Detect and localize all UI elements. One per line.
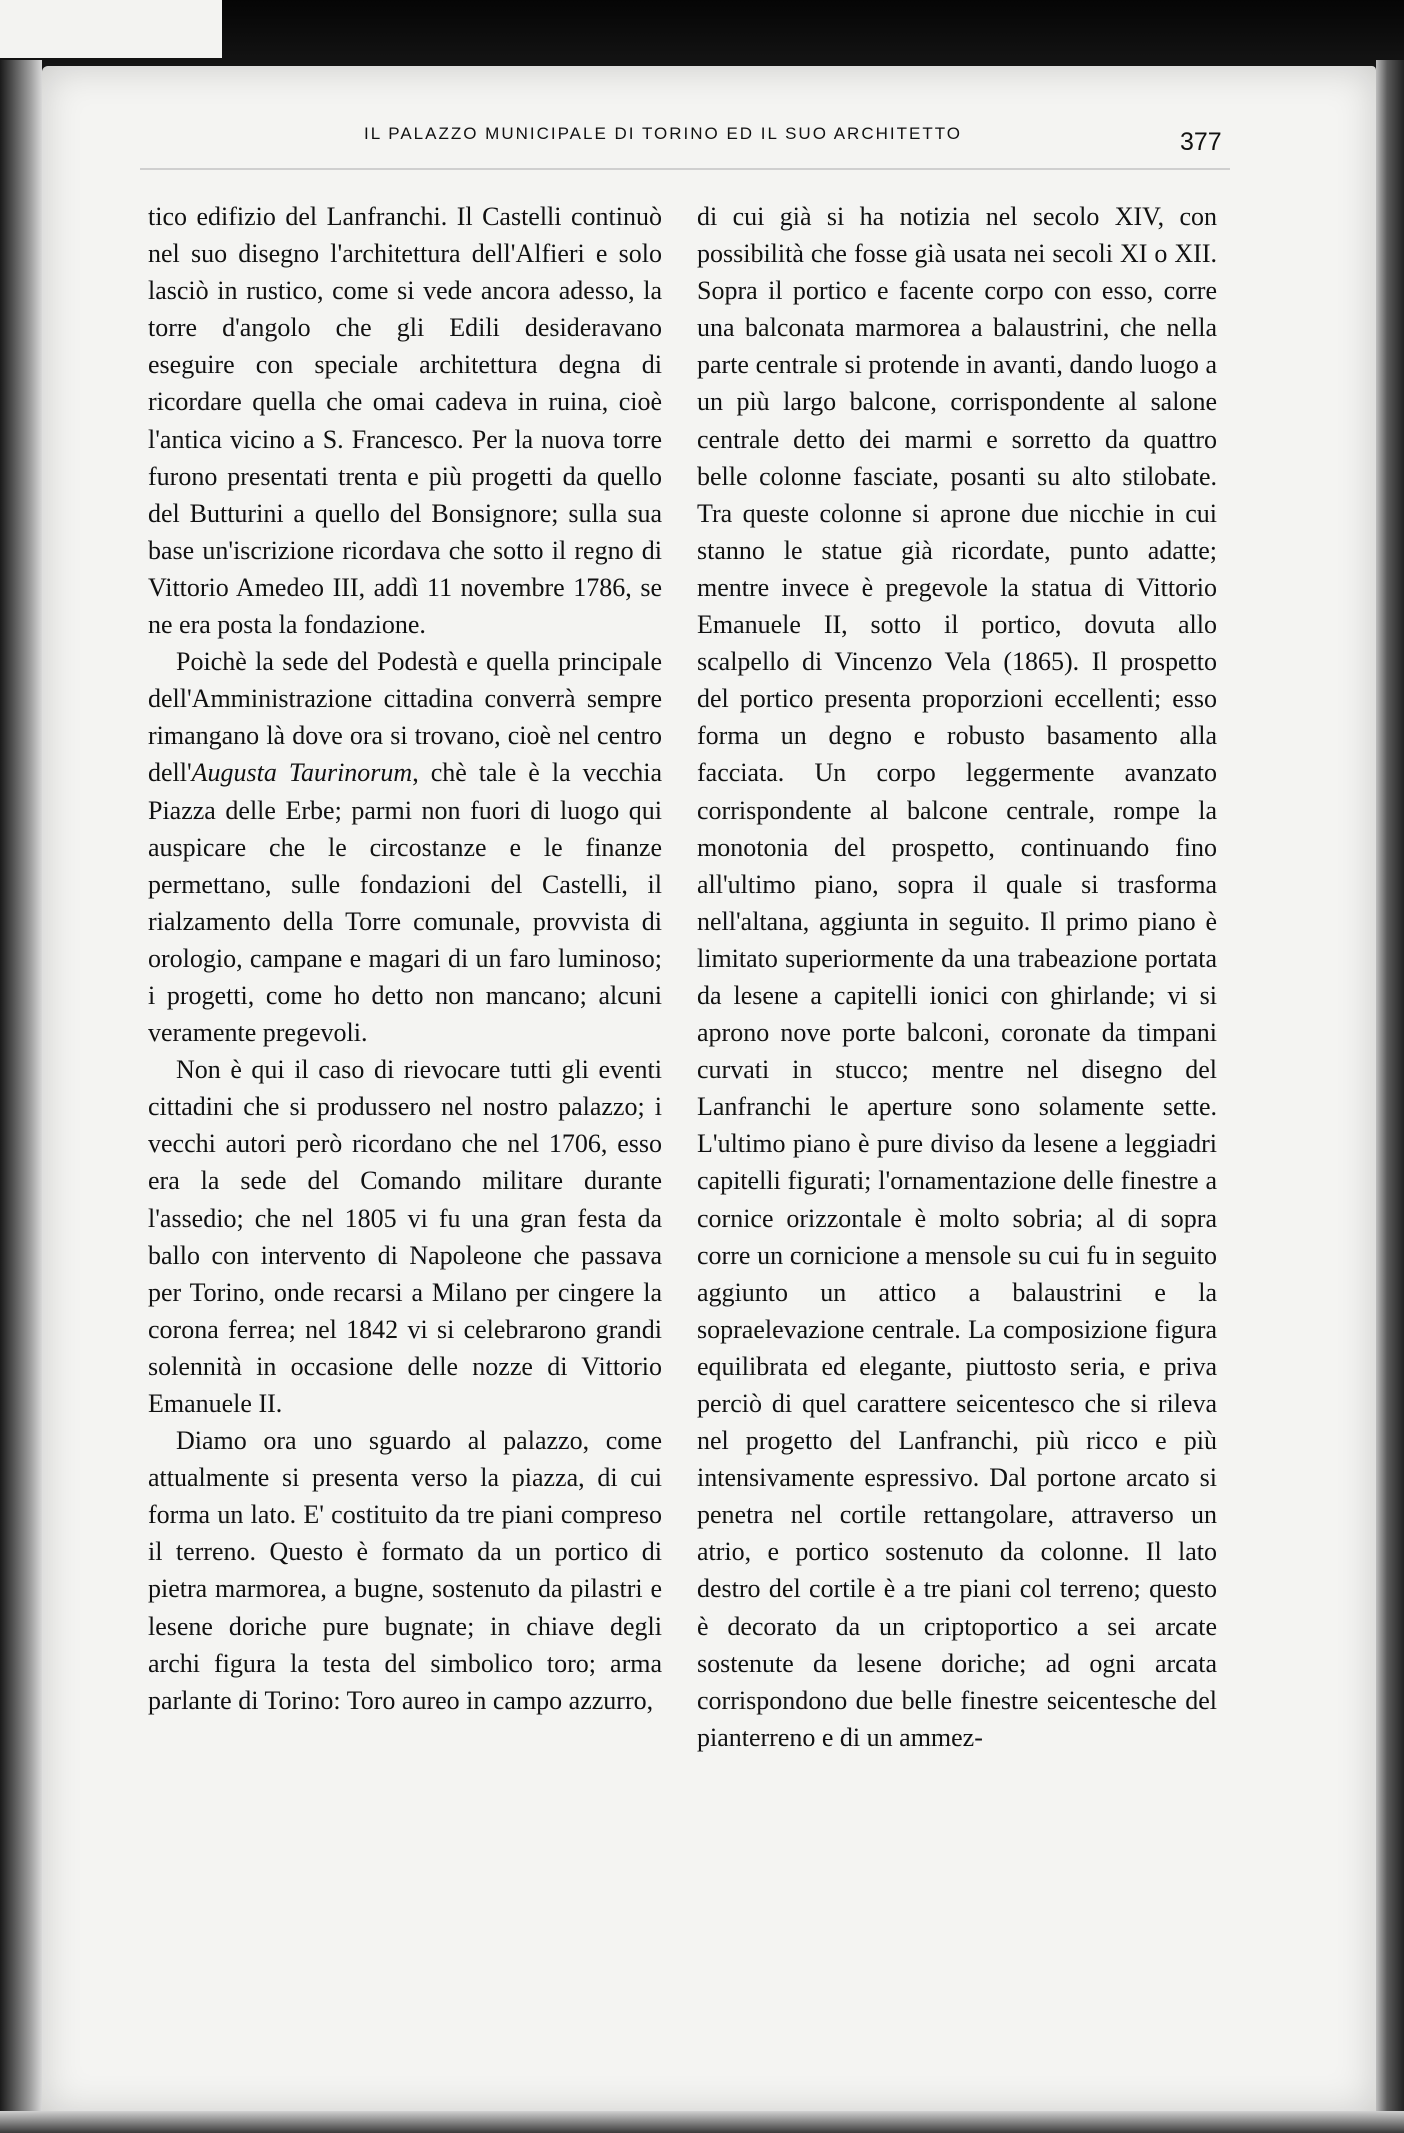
header-rule (140, 168, 1230, 170)
page-number: 377 (1180, 128, 1222, 156)
paragraph: di cui già si ha notizia nel secolo XIV, con possibilità che fosse già usata nei secoli XI o XII. Sopra il portico e facente corpo con esso, corre una balconata marmorea a balaustrini, che nella parte centrale si protende in avanti, dando luogo a un più largo balcone, corrispondente al salone centrale detto dei marmi e sorretto da quattro belle colonne fasciate, posanti su alto stilobate. Tra queste colonne si aprone due nicchie in cui stanno le statue già ricordate, punto adatte; mentre invece è pregevole la statua di Vittorio Emanuele II, sotto il portico, dovuta allo scalpello di Vincenzo Vela (1865). Il prospetto del portico presenta proporzioni eccellenti; esso forma un degno e robusto basamento alla facciata. Un corpo leggermente avanzato corrispondente al balcone centrale, rompe la monotonia del prospetto, continuando fino all'ultimo piano, sopra il quale si trasforma nell'altana, aggiunta in seguito. Il primo piano è limitato superiormente da una trabeazione portata da lesene a capitelli ionici con ghirlande; vi si aprono nove porte balconi, coronate da timpani curvati in stucco; mentre nel disegno del Lanfranchi le aperture sono solamente sette. L'ultimo piano è pure diviso da lesene a leggiadri capitelli figurati; l'ornamentazione delle finestre a cornice orizzontale è molto sobria; al di sopra corre un cornicione a mensole su cui fu in seguito aggiunto un attico a balaustrini e la sopraelevazione centrale. La composizione figura equilibrata ed elegante, piuttosto seria, e priva perciò di quel carattere seicentesco che si rileva nel progetto del Lanfranchi, più ricco e più intensivamente espressivo. Dal portone arcato si penetra nel cortile rettangolare, attraverso un atrio, e portico sostenuto da colonne. Il lato destro del cortile è a tre piani col terreno; questo è decorato da un criptoportico a sei arcate sostenute da lesene doriche; ad ogni arcata corrispondono due belle finestre seicentesche del pianterreno e di un ammez- (697, 202, 1217, 1752)
left-column (148, 198, 662, 1719)
paragraph-text: Poichè la sede del Podestà e quella principale dell'Amministrazione cittadina converrà sempre rimangano là dove ora si trovano, cioè nel centro dell' (148, 647, 662, 788)
paragraph-text: , chè tale è la vecchia Piazza delle Erbe; parmi non fuori di luogo qui auspicare che le circostanze e le finanze permettano, sulle fondazioni del Castelli, il rialzamento della Torre comunale, provvista di orologio, campane e magari di un faro luminoso; i progetti, come ho detto non mancano; alcuni veramente pregevoli. (148, 758, 662, 1048)
paragraph: tico edifizio del Lanfranchi. Il Castelli continuò nel suo disegno l'architettura dell'Alfieri e solo lasciò in rustico, come si vede ancora adesso, la torre d'angolo che gli Edili desideravano eseguire con speciale architettura degna di ricordare quella che omai cadeva in ruina, cioè l'antica vicino a S. Francesco. Per la nuova torre furono presentati trenta e più progetti da quello del Butturini a quello del Bonsignore; sulla sua base un'iscrizione ricordava che sotto il regno di Vittorio Amedeo III, addì 11 novembre 1786, se ne era posta la fondazione. (148, 202, 662, 640)
scan-border-bottom (0, 2111, 1404, 2133)
scan-paper-tab (0, 0, 222, 58)
running-title: IL PALAZZO MUNICIPALE DI TORINO ED IL SUO ARCHITETTO (363, 124, 963, 143)
right-column (697, 198, 1217, 1756)
paragraph: Non è qui il caso di rievocare tutti gli eventi cittadini che si produssero nel nostro palazzo; i vecchi autori però ricordano che nel 1706, esso era la sede del Comando militare durante l'assedio; che nel 1805 vi fu una gran festa da ballo con intervento di Napoleone che passava per Torino, onde recarsi a Milano per cingere la corona ferrea; nel 1842 vi si celebrarono grandi solennità in occasione delle nozze di Vittorio Emanuele II. (148, 1055, 662, 1418)
italic-latin-name: Augusta Taurinorum (191, 758, 413, 788)
scan-border-left (0, 60, 42, 2133)
scan-border-right (1376, 60, 1404, 2133)
paragraph (148, 643, 662, 1051)
paragraph: Diamo ora uno sguardo al palazzo, come attualmente si presenta verso la piazza, di cui forma un lato. E' costituito da tre piani compreso il terreno. Questo è formato da un portico di pietra marmorea, a bugne, sostenuto da pilastri e lesene doriche pure bugnate; in chiave degli archi figura la testa del simbolico toro; arma parlante di Torino: Toro aureo in campo azzurro, (148, 1426, 662, 1715)
